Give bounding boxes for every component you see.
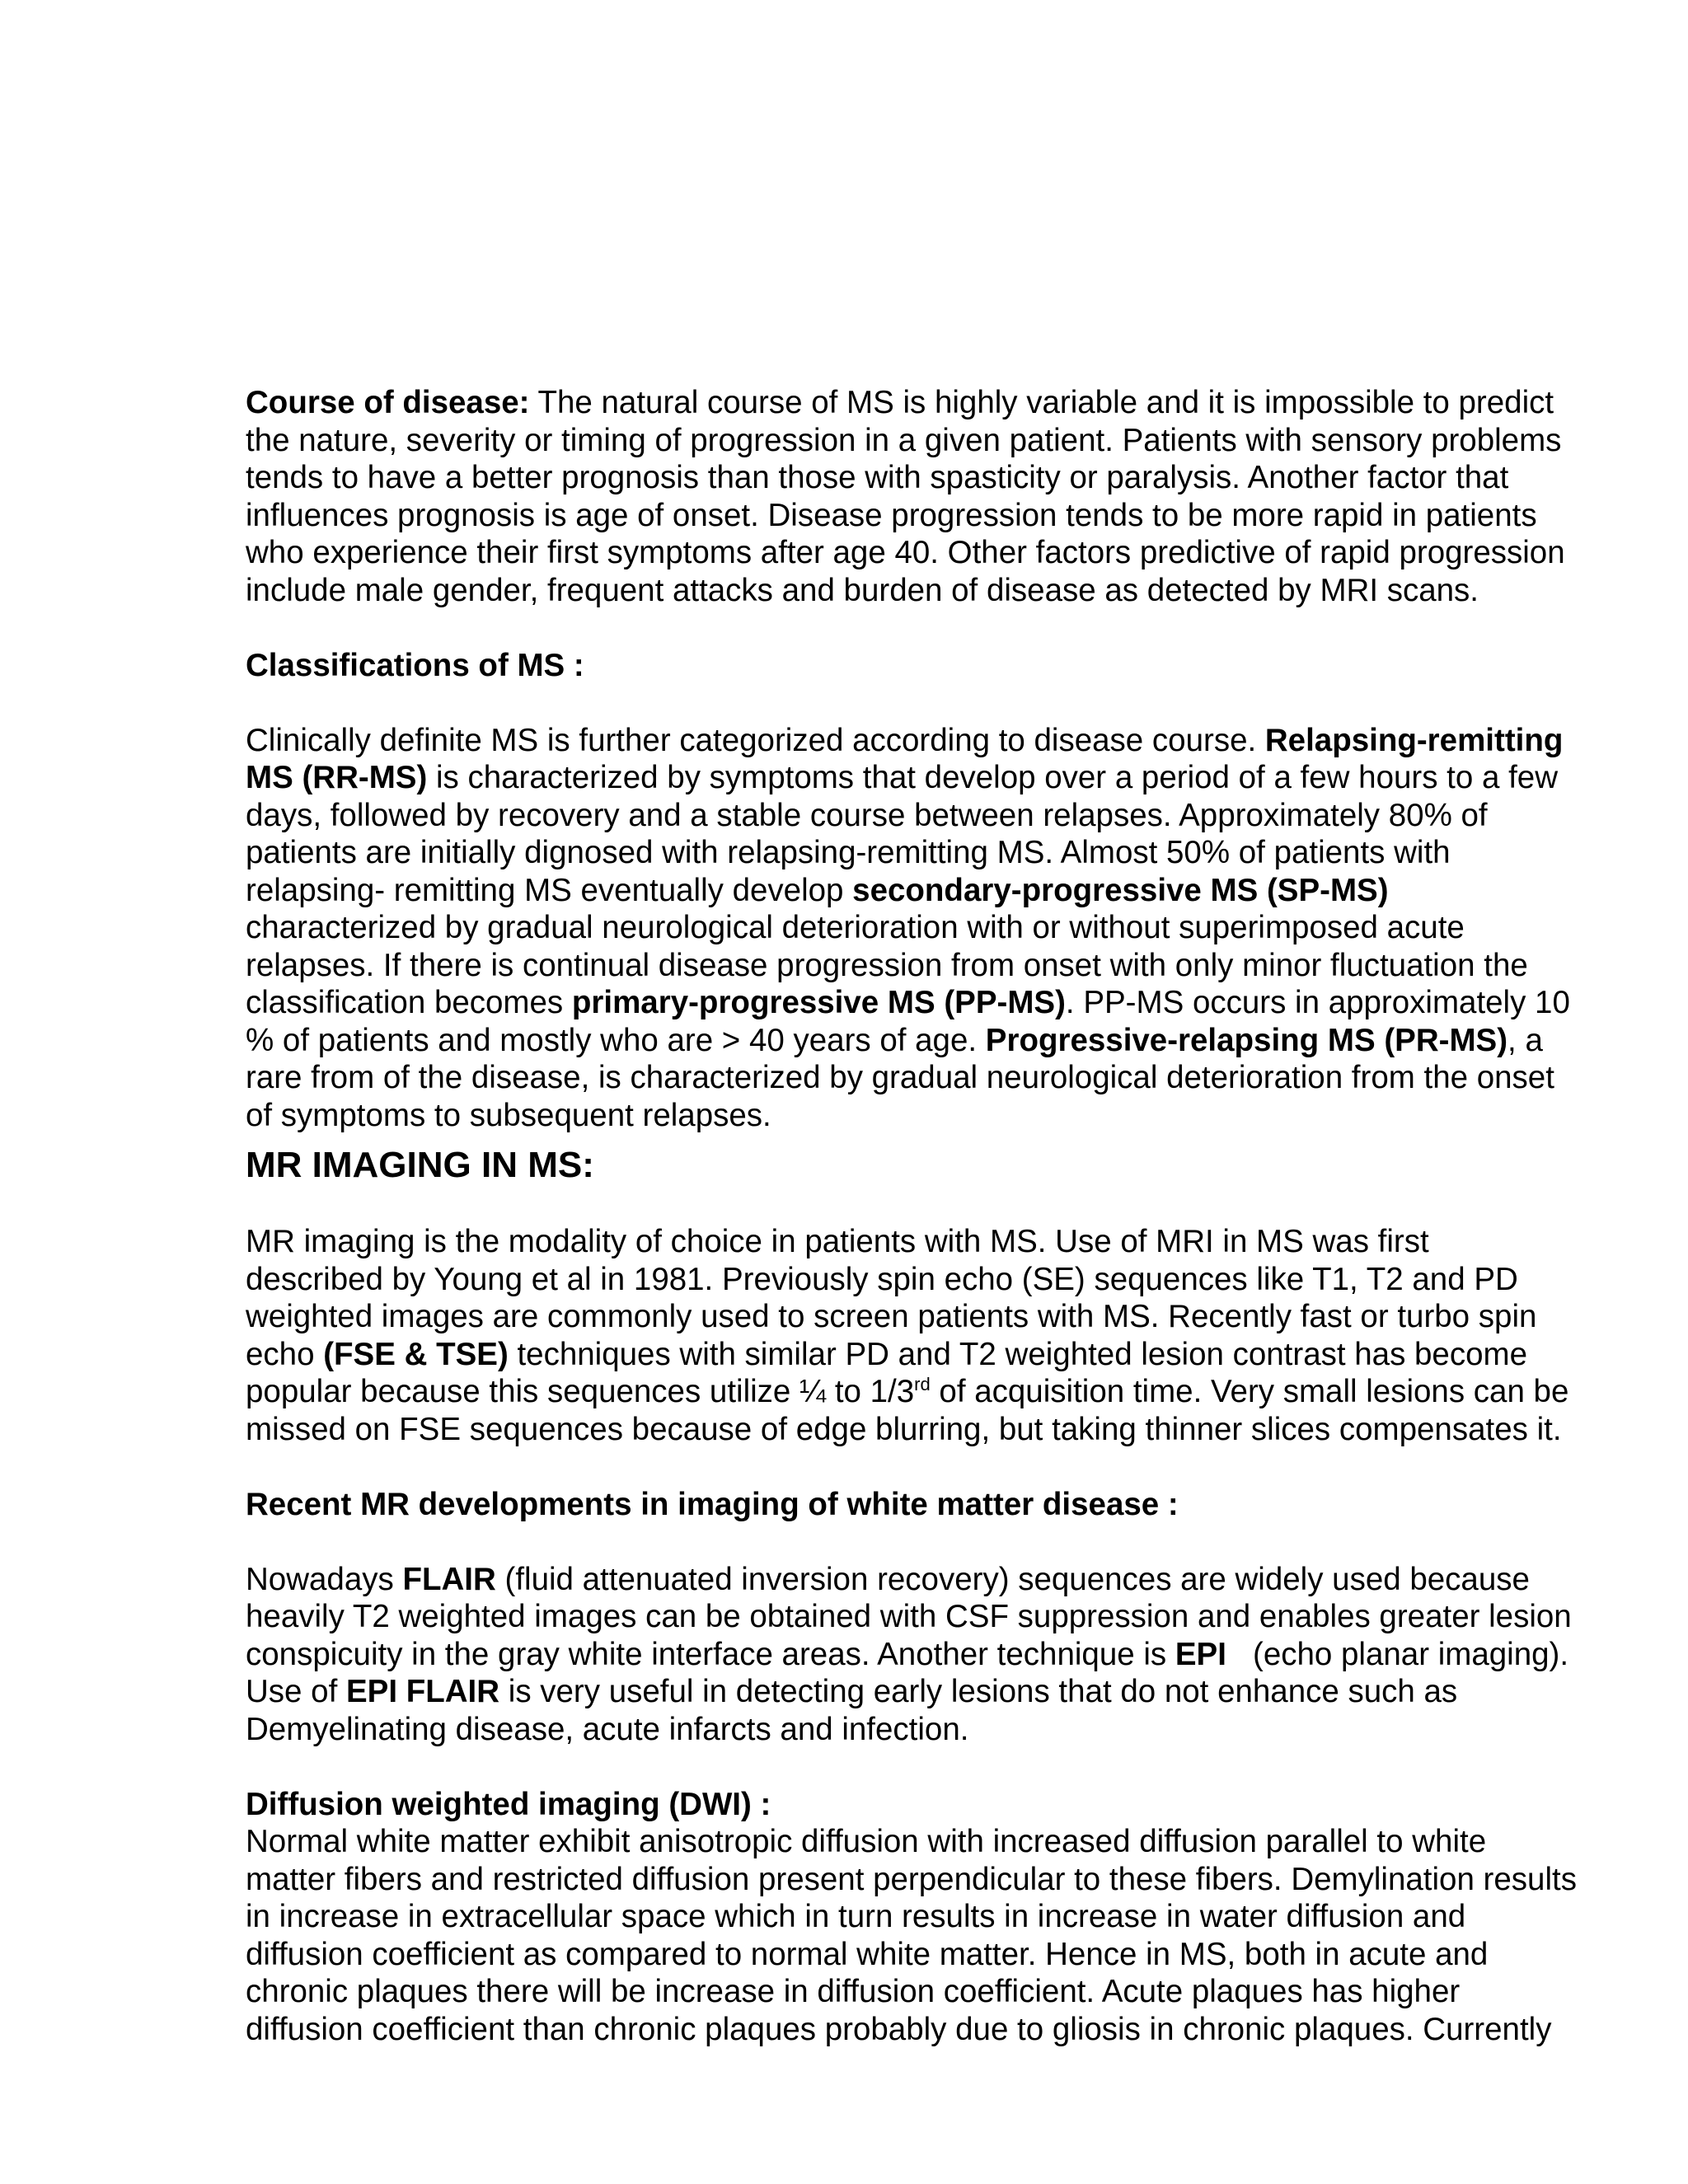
dwi-line-4: diffusion coefficient as compared to normal white matter. Hence in MS, both in acute and [246, 1936, 1489, 1972]
classifications-line-4: patients are initially dignosed with relapsing-remitting MS. Almost 50% of patients with [246, 835, 1451, 870]
classifications-line-10: rare from of the disease, is characterized by gradual neurological deterioration from the onset [246, 1060, 1554, 1095]
course-line-5: who experience their first symptoms after age 40. Other factors predictive of rapid progression [246, 535, 1565, 570]
dwi-line-6: diffusion coefficient than chronic plaques probably due to gliosis in chronic plaques. Currently [246, 2011, 1552, 2047]
recent-line-5: Demyelinating disease, acute infarcts and infection. [246, 1711, 969, 1747]
recent-title: Recent MR developments in imaging of white matter disease : [246, 1486, 1179, 1522]
mri-line-2: described by Young et al in 1981. Previously spin echo (SE) sequences like T1, T2 and PD [246, 1261, 1518, 1297]
mri-heading: MR IMAGING IN MS: [246, 1145, 594, 1185]
dwi-section [246, 1786, 1639, 2049]
classifications-line-3: days, followed by recovery and a stable course between relapses. Approximately 80% of [246, 797, 1488, 833]
course-line-3: tends to have a better prognosis than those with spasticity or paralysis. Another factor that [246, 460, 1509, 495]
recent-line-1: Nowadays FLAIR (fluid attenuated inversion recovery) sequences are widely used because [246, 1561, 1530, 1597]
classifications-line-5: relapsing- remitting MS eventually develop secondary-progressive MS (SP-MS) [246, 872, 1389, 908]
mri-section [246, 1223, 1639, 1448]
mri-line-1: MR imaging is the modality of choice in patients with MS. Use of MRI in MS was first [246, 1224, 1429, 1259]
classifications-line-7: relapses. If there is continual disease progression from onset with only minor fluctuation the [246, 947, 1528, 983]
mri-line-3: weighted images are commonly used to screen patients with MS. Recently fast or turbo spin [246, 1299, 1537, 1334]
classifications-title: Classifications of MS : [246, 647, 584, 683]
dwi-line-5: chronic plaques there will be increase in diffusion coefficient. Acute plaques has higher [246, 1974, 1461, 2009]
course-section [246, 384, 1639, 609]
course-line-4: influences prognosis is age of onset. Disease progression tends to be more rapid in patients [246, 497, 1537, 533]
course-title: Course of disease: [246, 385, 530, 420]
classifications-line-6: characterized by gradual neurological deterioration with or without superimposed acute [246, 910, 1465, 945]
mri-line-4: echo (FSE & TSE) techniques with similar PD and T2 weighted lesion contrast has become [246, 1336, 1527, 1372]
classifications-line-8: classification becomes primary-progressive MS (PP-MS). PP-MS occurs in approximately 10 [246, 985, 1570, 1020]
course-line-6: include male gender, frequent attacks and burden of disease as detected by MRI scans. [246, 572, 1479, 608]
dwi-line-1: Normal white matter exhibit anisotropic diffusion with increased diffusion parallel to white [246, 1824, 1487, 1859]
classifications-line-1: Clinically definite MS is further categorized according to disease course. Relapsing-remitting [246, 722, 1564, 758]
classifications-line-2: MS (RR-MS) is characterized by symptoms that develop over a period of a few hours to a few [246, 760, 1558, 795]
dwi-line-2: matter fibers and restricted diffusion present perpendicular to these fibers. Demylination results [246, 1861, 1577, 1897]
mri-line-5: popular because this sequences utilize ¼ to 1/3rd of acquisition time. Very small lesions can be [246, 1374, 1569, 1409]
classifications-line-9: % of patients and mostly who are > 40 years of age. Progressive-relapsing MS (PR-MS), a [246, 1022, 1543, 1058]
recent-line-2: heavily T2 weighted images can be obtained with CSF suppression and enables greater lesion [246, 1599, 1572, 1634]
recent-line-3: conspicuity in the gray white interface areas. Another technique is EPI (echo planar imaging). [246, 1636, 1569, 1672]
mri-line-6: missed on FSE sequences because of edge blurring, but taking thinner slices compensates it. [246, 1411, 1562, 1447]
dwi-title: Diffusion weighted imaging (DWI) : [246, 1786, 771, 1822]
document-page [246, 384, 1639, 2048]
course-line-1: Course of disease: The natural course of MS is highly variable and it is impossible to predict [246, 385, 1554, 420]
recent-line-4: Use of EPI FLAIR is very useful in detecting early lesions that do not enhance such as [246, 1674, 1458, 1709]
dwi-line-3: in increase in extracellular space which in turn results in increase in water diffusion and [246, 1899, 1466, 1934]
recent-section [246, 1486, 1639, 1749]
classifications-line-11: of symptoms to subsequent relapses. [246, 1097, 771, 1133]
course-line-2: the nature, severity or timing of progression in a given patient. Patients with sensory problems [246, 422, 1562, 458]
classifications-section [246, 647, 1639, 1135]
